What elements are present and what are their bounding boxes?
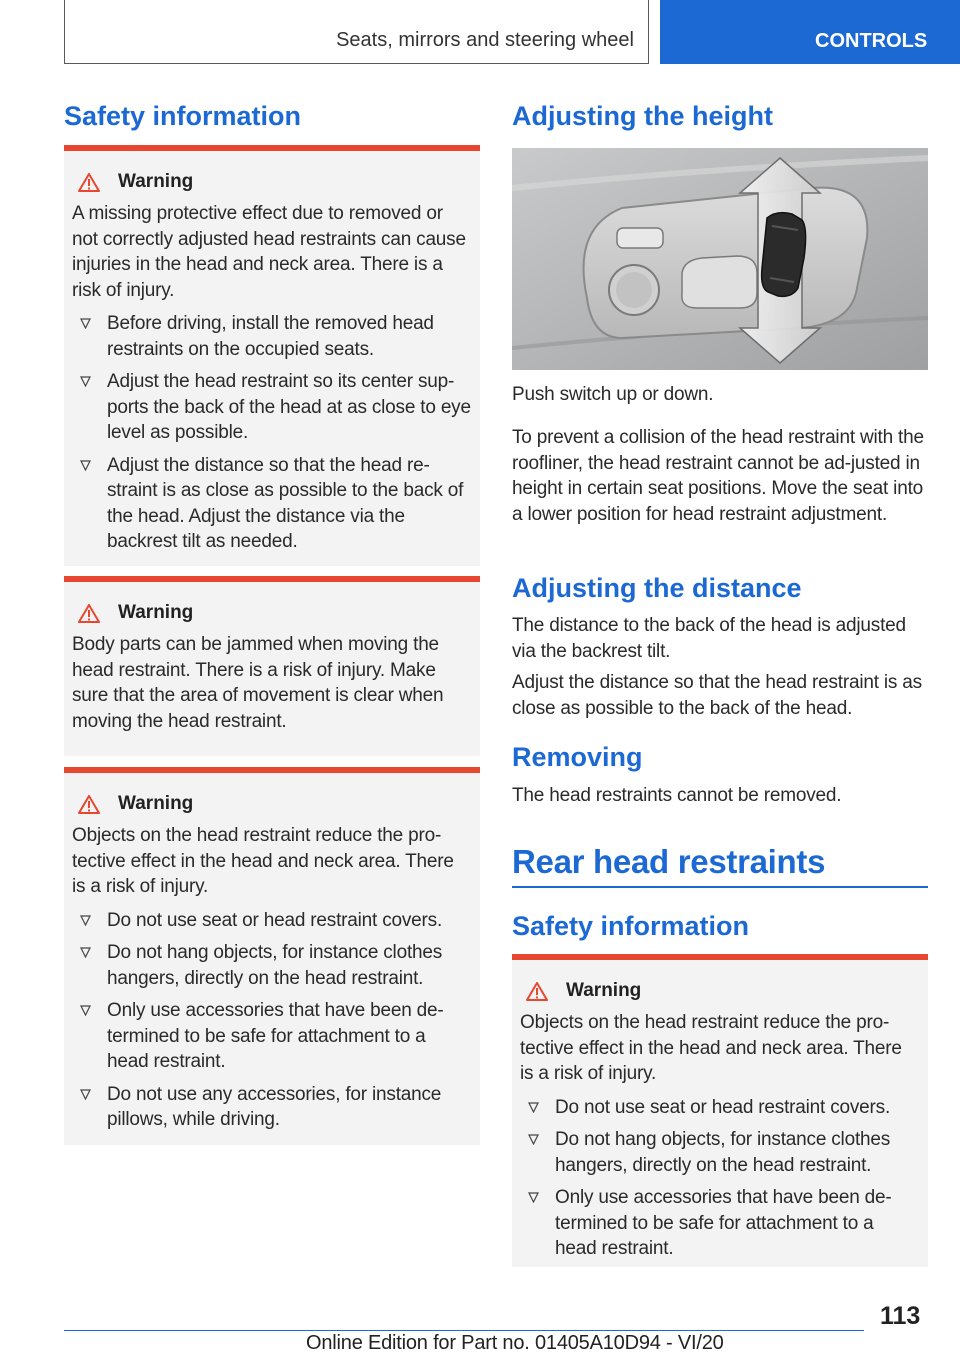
section-title: Seats, mirrors and steering wheel	[336, 29, 634, 51]
warning-box-rear	[512, 954, 928, 1267]
warning-triangle-icon	[526, 982, 548, 1001]
rear-head-restraints-heading: Rear head restraints	[512, 843, 826, 880]
list-item: Do not hang objects, for instance clothes hangers, directly on the head restraint.	[72, 940, 472, 991]
bullet-list	[72, 908, 472, 1133]
list-item: Do not hang objects, for instance clothes hangers, directly on the head restraint.	[520, 1127, 920, 1178]
bullet-triangle-icon	[80, 1005, 91, 1016]
list-item: Before driving, install the removed head restraints on the occupied seats.	[72, 311, 472, 362]
list-item: Do not use any accessories, for instance pillows, while driving.	[72, 1082, 472, 1133]
warning-text: Objects on the head restraint reduce the pro-tective effect in the head and neck area. There is a risk of injury.	[520, 1012, 902, 1084]
list-item: Do not use seat or head restraint covers.	[520, 1095, 920, 1121]
distance-text-2: Adjust the distance so that the head restraint is as close as possible to the back of the head.	[512, 672, 922, 719]
warning-box-3	[64, 767, 480, 1145]
bullet-list	[72, 311, 472, 555]
warning-triangle-icon	[78, 604, 100, 623]
height-heading: Adjusting the height	[512, 101, 773, 131]
distance-heading: Adjusting the distance	[512, 573, 802, 603]
warning-text: Objects on the head restraint reduce the pro-tective effect in the head and neck area. There is a risk of injury.	[72, 825, 454, 897]
right-column	[512, 0, 928, 1280]
warning-text: Body parts can be jammed when moving the head restraint. There is a risk of injury. Make sure that the area of movement is clear when moving the head restraint.	[72, 634, 444, 732]
bullet-triangle-icon	[80, 947, 91, 958]
warning-triangle-icon	[78, 795, 100, 814]
bullet-triangle-icon	[80, 460, 91, 471]
bullet-triangle-icon	[528, 1192, 539, 1203]
warning-triangle-icon	[78, 173, 100, 192]
warning-title: Warning	[72, 793, 472, 815]
bullet-triangle-icon	[528, 1134, 539, 1145]
bullet-triangle-icon	[80, 376, 91, 387]
warning-title: Warning	[520, 980, 920, 1002]
warning-title: Warning	[72, 602, 472, 624]
warning-box-1	[64, 145, 480, 566]
bullet-triangle-icon	[528, 1102, 539, 1113]
bullet-triangle-icon	[80, 915, 91, 926]
footer-rule	[64, 1330, 864, 1331]
height-text-1: Push switch up or down.	[512, 384, 714, 405]
controls-tab-label: CONTROLS	[815, 30, 928, 52]
bullet-triangle-icon	[80, 1089, 91, 1100]
removing-text: The head restraints cannot be removed.	[512, 785, 842, 806]
seat-switch-photo	[512, 148, 928, 370]
warning-box-2	[64, 576, 480, 756]
rear-safety-heading: Safety information	[512, 911, 750, 941]
warning-title: Warning	[72, 171, 472, 193]
bullet-triangle-icon	[80, 318, 91, 329]
edition-text: Online Edition for Part no. 01405A10D94 - VI/20	[306, 1332, 724, 1354]
safety-heading: Safety information	[64, 101, 302, 131]
page-number: 113	[880, 1302, 921, 1330]
list-item: Do not use seat or head restraint covers.	[72, 908, 472, 934]
warning-text: A missing protective effect due to removed or not correctly adjusted head restraints can cause injuries in the head and neck area. There is a risk of injury.	[72, 203, 466, 301]
list-item: Only use accessories that have been de-termined to be safe for attachment to a head restraint.	[72, 998, 472, 1075]
bullet-list	[520, 1095, 920, 1262]
list-item: Adjust the head restraint so its center sup-ports the back of the head at as close to eye level as possible.	[72, 369, 472, 446]
height-text-2: To prevent a collision of the head restraint with the roofliner, the head restraint cannot be ad-justed in height in certain seat positions. Move the seat into a lower position for head restraint adjustment.	[512, 427, 924, 525]
seat-switch-illustration	[512, 148, 928, 370]
distance-text-1: The distance to the back of the head is adjusted via the backrest tilt.	[512, 615, 906, 662]
list-item: Only use accessories that have been de-termined to be safe for attachment to a head restraint.	[520, 1185, 920, 1262]
list-item: Adjust the distance so that the head re-straint is as close as possible to the back of the head. Adjust the distance via the backrest tilt as needed.	[72, 453, 472, 555]
section-rule	[512, 886, 928, 888]
left-column	[64, 0, 480, 1200]
removing-heading: Removing	[512, 742, 643, 772]
